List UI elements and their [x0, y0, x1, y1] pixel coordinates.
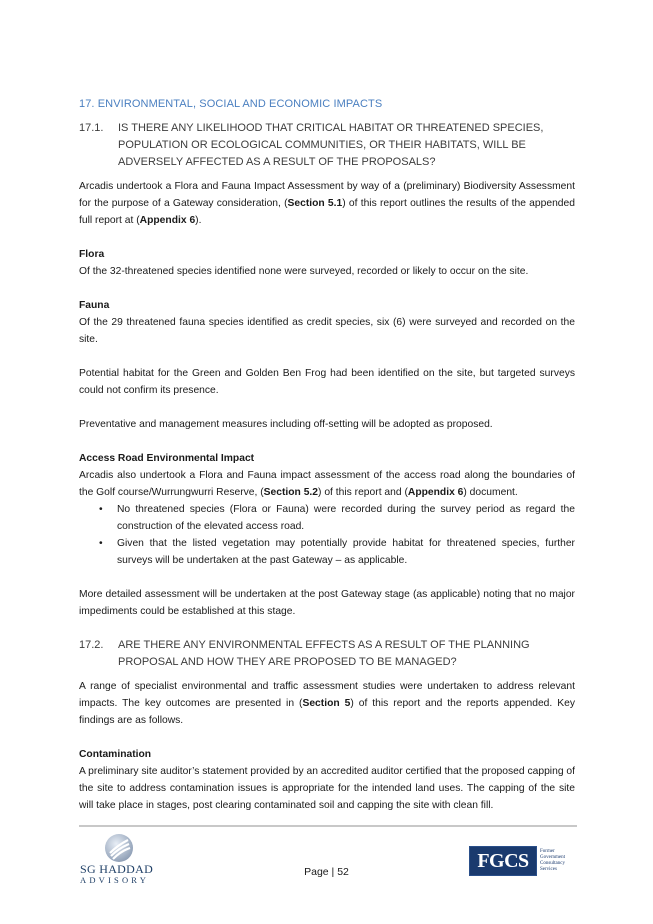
bullet-list [79, 501, 575, 569]
page-content [79, 96, 575, 814]
measures-paragraph: Preventative and management measures including off-setting will be adopted as proposed. [79, 419, 493, 430]
access-road-label: Access Road Environmental Impact [79, 453, 255, 464]
fgcs-subtitle: Former Government Consultancy Services [540, 849, 565, 872]
appendix-ref: Appendix 6 [407, 487, 464, 498]
appendix-ref: Appendix 6 [139, 215, 196, 226]
section-ref: Section 5.2 [263, 487, 319, 498]
bullet-icon: • [99, 504, 103, 515]
access-road-paragraph: Arcadis also undertook a Flora and Fauna impact assessment of the access road along the boundaries of the Golf course/Wurrungwurri Reserve, (Section 5.2) of this report and (Appendix 6) document. [79, 470, 575, 498]
subsection-number: 17.2. [79, 639, 104, 651]
flora-text: Of the 32-threatened species identified none were surveyed, recorded or likely to occur on the site. [79, 266, 529, 277]
fgcs-logo [469, 846, 577, 876]
section-ref: Section 5.1 [287, 198, 343, 209]
subsection-heading-17-1 [79, 120, 575, 171]
list-item: • No threatened species (Flora or Fauna) were recorded during the survey period as regard the construction of the elevated access road. [79, 501, 575, 535]
fgcs-mark: FGCS [469, 846, 537, 876]
subsection-title: ARE THERE ANY ENVIRONMENTAL EFFECTS AS A RESULT OF THE PLANNING PROPOSAL AND HOW THEY ARE PROPOSED TO BE MANAGED? [118, 639, 530, 668]
biodiversity-intro-paragraph: Arcadis undertook a Flora and Fauna Impact Assessment by way of a (preliminary) Biodiversity Assessment for the purpose of a Gateway consideration, (Section 5.1) of this report outlines the results of the appended full report at (Appendix 6). [79, 181, 575, 226]
subsection-heading-17-2 [79, 637, 575, 671]
list-item: • Given that the listed vegetation may potentially provide habitat for threatened species, further surveys will be undertaken at the past Gateway – as applicable. [79, 535, 575, 569]
section-heading: 17. ENVIRONMENTAL, SOCIAL AND ECONOMIC IMPACTS [79, 98, 383, 110]
footer-divider [79, 825, 577, 827]
sg-haddad-emblem-icon [104, 833, 134, 863]
subsection-number: 17.1. [79, 122, 104, 134]
flora-label: Flora [79, 249, 105, 260]
page-number: Page | 52 [304, 866, 349, 878]
frog-habitat-paragraph: Potential habitat for the Green and Golden Ben Frog had been identified on the site, but targeted surveys could not confirm its presence. [79, 368, 575, 396]
fauna-label: Fauna [79, 300, 110, 311]
post-gateway-paragraph: More detailed assessment will be undertaken at the post Gateway stage (as applicable) noting that no major impediments could be established at this stage. [79, 589, 575, 617]
section-ref: Section 5 [302, 698, 351, 709]
studies-paragraph: A range of specialist environmental and traffic assessment studies were undertaken to address relevant impacts. The key outcomes are presented in (Section 5) of this report and the reports appended. Key findings are as follows. [79, 681, 575, 726]
sg-haddad-logo [80, 833, 160, 888]
bullet-icon: • [99, 538, 103, 549]
logo-tagline: ADVISORY [80, 875, 150, 885]
contamination-paragraph: A preliminary site auditor’s statement provided by an accredited auditor certified that the proposed capping of the site to address contamination issues is appropriate for the intended land uses. The capping of the site will take place in stages, post clearing contaminated soil and capping the site with clean fill. [79, 766, 575, 811]
logo-wordmark: SG HADDAD [80, 862, 154, 876]
fauna-text: Of the 29 threatened fauna species identified as credit species, six (6) were surveyed and recorded on the site. [79, 317, 575, 345]
subsection-title: IS THERE ANY LIKELIHOOD THAT CRITICAL HABITAT OR THREATENED SPECIES, POPULATION OR ECOLOGICAL COMMUNITIES, OR THEIR HABITATS, WILL BE ADVERSELY AFFECTED AS A RESULT OF THE PROPOSALS? [118, 122, 544, 168]
contamination-label: Contamination [79, 749, 152, 760]
